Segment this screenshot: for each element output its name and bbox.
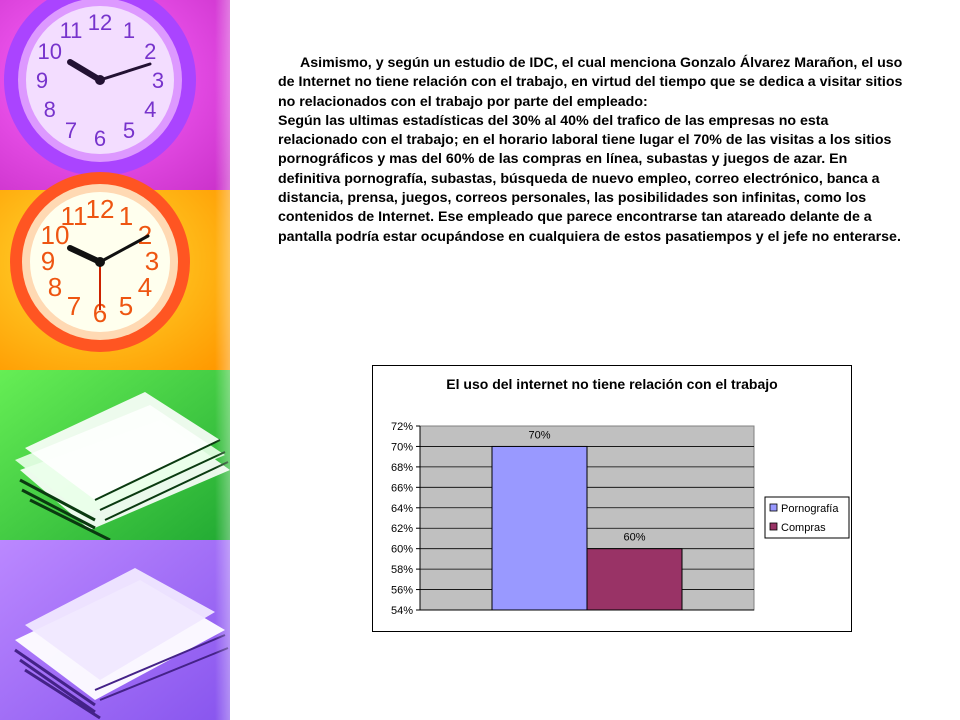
y-tick-label: 72% — [390, 421, 413, 433]
clock-numeral: 12 — [85, 194, 115, 224]
y-tick-label: 56% — [390, 584, 413, 597]
bar-1 — [492, 446, 587, 610]
clock-numeral: 3 — [151, 68, 165, 93]
bar-chart — [373, 366, 851, 631]
chart-title: El uso del internet no tiene relación con el trabajo — [446, 376, 778, 392]
clock-numeral: 11 — [59, 17, 83, 43]
clock-icon — [10, 172, 190, 352]
clock-numeral: 9 — [35, 68, 49, 93]
clock-numeral: 1 — [122, 17, 136, 43]
clock-numeral: 1 — [118, 200, 134, 231]
data-label: 70% — [528, 429, 551, 442]
legend-swatch — [770, 504, 777, 511]
clock-numeral: 4 — [144, 97, 157, 122]
sidebar-collage — [0, 0, 260, 720]
clock-numeral: 2 — [137, 220, 153, 250]
clock-numeral: 6 — [92, 298, 108, 328]
clock-numeral: 6 — [93, 126, 107, 151]
bar-2 — [587, 549, 682, 610]
data-label: 60% — [623, 531, 646, 544]
body-text — [278, 54, 908, 247]
clock-numeral: 11 — [60, 200, 88, 231]
y-tick-label: 64% — [390, 502, 413, 515]
clock-numeral: 10 — [37, 39, 63, 64]
paragraph-statistics: Según las ultimas estadísticas del 30% al 40% del trafico de las empresas no esta relacionado con el trabajo; en el horario laboral tiene lugar el 70% de las visitas a los sitios pornográficos y mas del 60% de las compras en línea, subastas y juegos de azar. En definitiva pornografía, subastas, búsqueda de nuevo empleo, correo electrónico, banca a distancia, prensa, juegos, correos personales, las posibilidades son infinitas, como los contenidos de Internet. Ese empleado que parece encontrarse tan atareado delante de a pantalla podría estar ocupándose en cualquiera de estos pasatiempos y el jefe no enterarse. — [278, 112, 901, 245]
clock-numeral: 8 — [43, 97, 56, 122]
legend-swatch — [770, 523, 777, 530]
y-tick-label: 58% — [390, 564, 413, 577]
legend-label: Compras — [781, 522, 826, 534]
y-tick-label: 70% — [390, 441, 413, 454]
chart-frame — [372, 365, 852, 632]
y-tick-label: 60% — [390, 543, 413, 556]
clock-numeral: 10 — [40, 220, 70, 250]
clock-numeral: 12 — [87, 10, 113, 35]
clock-numeral: 8 — [47, 272, 63, 302]
clock-numeral: 7 — [64, 118, 78, 144]
y-tick-label: 54% — [390, 605, 413, 617]
clock-numeral: 2 — [144, 39, 157, 64]
clock-numeral: 9 — [40, 246, 56, 276]
clock-numeral: 3 — [144, 246, 160, 276]
y-tick-label: 66% — [390, 482, 413, 495]
decorative-sidebar — [0, 0, 260, 720]
clock-numeral: 5 — [118, 291, 134, 322]
clock-numeral: 7 — [66, 291, 82, 322]
legend-label: Pornografía — [781, 503, 839, 515]
clock-numeral: 4 — [137, 272, 153, 302]
y-tick-label: 62% — [390, 523, 413, 536]
paragraph-idc-study: Asimismo, y según un estudio de IDC, el cual menciona Gonzalo Álvarez Marañon, el uso de Internet no tiene relación con el trabajo, en virtud del tiempo que se dedica a visitar sitios no relacionados con el trabajo por parte del empleado: — [278, 55, 903, 110]
y-tick-label: 68% — [390, 461, 413, 474]
clock-numeral: 5 — [122, 118, 136, 144]
